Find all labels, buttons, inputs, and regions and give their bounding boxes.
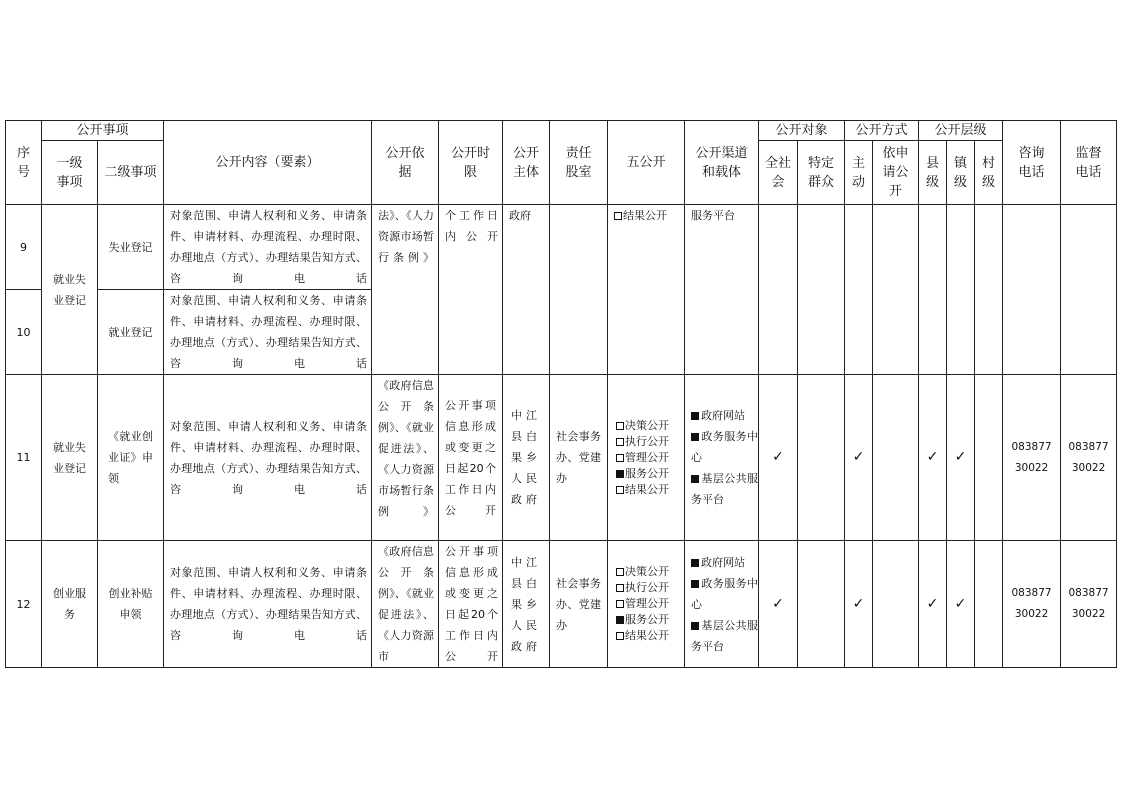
row-level1: 就业失业登记 xyxy=(42,205,98,375)
header-method-active: 主动 xyxy=(845,141,873,205)
channel-item xyxy=(691,615,758,657)
row-seq: 11 xyxy=(6,375,42,541)
five-open-item xyxy=(616,580,684,596)
five-open-label: 决策公开 xyxy=(625,565,670,578)
row-method-active xyxy=(845,205,873,375)
row-channel xyxy=(685,375,759,541)
header-target-group: 公开对象 xyxy=(759,121,845,141)
five-open-label: 服务公开 xyxy=(625,466,670,480)
five-open-label: 结果公开 xyxy=(625,629,670,642)
checkbox-empty-icon xyxy=(616,438,624,446)
row-level2: 《就业创业证》申领 xyxy=(98,375,164,541)
checkbox-checked-icon xyxy=(616,470,624,478)
header-subject: 公开主体 xyxy=(503,121,550,205)
five-open-item xyxy=(616,450,684,466)
disclosure-table xyxy=(5,120,1117,668)
channel-item xyxy=(691,405,758,426)
row-five-open xyxy=(608,205,685,375)
row-village xyxy=(975,375,1003,541)
header-basis: 公开依据 xyxy=(372,121,439,205)
channel-label: 基层公共服务平台 xyxy=(691,472,759,506)
header-target-specific: 特定群众 xyxy=(798,141,845,205)
row-content: 对象范围、申请人权利和义务、申请条件、申请材料、办理流程、办理时限、办理地点（方式）、办理结果告知方式、咨询电话 xyxy=(164,290,372,375)
header-content: 公开内容（要素） xyxy=(164,121,372,205)
header-time-limit: 公开时限 xyxy=(439,121,503,205)
table-row xyxy=(6,541,1117,668)
five-open-item xyxy=(616,482,684,498)
filled-square-icon xyxy=(691,412,699,420)
row-target-all: ✓ xyxy=(759,541,798,668)
row-level2: 失业登记 xyxy=(98,205,164,290)
filled-square-icon xyxy=(691,622,699,630)
row-time-limit: 公开事项信息形成或变更之日起20个工作日内公开 xyxy=(439,541,503,668)
row-five-open xyxy=(608,541,685,668)
five-open-item xyxy=(616,434,684,450)
row-seq: 9 xyxy=(6,205,42,290)
row-method-apply xyxy=(873,375,919,541)
row-level1: 创业服务 xyxy=(42,541,98,668)
five-open-label: 结果公开 xyxy=(623,209,668,222)
row-channel: 服务平台 xyxy=(685,205,759,375)
row-level1: 就业失业登记 xyxy=(42,375,98,541)
checkbox-empty-icon xyxy=(616,454,624,462)
channel-item xyxy=(691,552,758,573)
checkbox-checked-icon xyxy=(616,616,624,624)
channel-label: 政务服务中心 xyxy=(691,430,759,464)
header-level-group: 公开层级 xyxy=(919,121,1003,141)
row-basis: 法》、《人力资源市场暂行条例》 xyxy=(372,205,439,375)
checkbox-empty-icon xyxy=(616,632,624,640)
row-target-all xyxy=(759,205,798,375)
five-open-label: 执行公开 xyxy=(625,581,670,594)
checkbox-empty-icon xyxy=(616,600,624,608)
header-level1: 一级事项 xyxy=(42,141,98,205)
row-channel xyxy=(685,541,759,668)
row-county: ✓ xyxy=(919,541,947,668)
row-subject: 中江县白果乡人民政府 xyxy=(503,541,550,668)
row-office xyxy=(550,205,608,375)
filled-square-icon xyxy=(691,433,699,441)
checkbox-empty-icon xyxy=(616,568,624,576)
checkbox-empty-icon xyxy=(616,422,624,430)
row-level2: 创业补贴申领 xyxy=(98,541,164,668)
row-consult: 08387730022 xyxy=(1003,541,1061,668)
row-time-limit: 公开事项信息形成或变更之日起20个工作日内公开 xyxy=(439,375,503,541)
header-five-open: 五公开 xyxy=(608,121,685,205)
five-open-item xyxy=(616,564,684,580)
header-target-all: 全社会 xyxy=(759,141,798,205)
header-consult: 咨询电话 xyxy=(1003,121,1061,205)
row-target-all: ✓ xyxy=(759,375,798,541)
header-county: 县级 xyxy=(919,141,947,205)
header-row-1 xyxy=(6,121,1117,141)
table-row xyxy=(6,375,1117,541)
five-open-item xyxy=(616,466,684,482)
row-supervise xyxy=(1061,205,1117,375)
row-method-apply xyxy=(873,541,919,668)
five-open-list xyxy=(616,564,684,644)
checkbox-empty-icon xyxy=(614,212,622,220)
five-open-label: 执行公开 xyxy=(625,434,670,448)
row-town: ✓ xyxy=(947,375,975,541)
row-town: ✓ xyxy=(947,541,975,668)
row-method-active: ✓ xyxy=(845,541,873,668)
filled-square-icon xyxy=(691,559,699,567)
header-town: 镇级 xyxy=(947,141,975,205)
five-open-list xyxy=(616,418,684,498)
row-town xyxy=(947,205,975,375)
row-seq: 12 xyxy=(6,541,42,668)
five-open-label: 服务公开 xyxy=(625,613,670,626)
table-row xyxy=(6,205,1117,290)
checkbox-empty-icon xyxy=(616,486,624,494)
channel-list xyxy=(691,552,758,657)
five-open-label: 管理公开 xyxy=(625,450,670,464)
channel-item xyxy=(691,426,758,468)
header-items-group: 公开事项 xyxy=(42,121,164,141)
checkbox-empty-icon xyxy=(616,584,624,592)
five-open-item xyxy=(616,418,684,434)
row-consult xyxy=(1003,205,1061,375)
five-open-item xyxy=(616,612,684,628)
row-consult: 08387730022 xyxy=(1003,375,1061,541)
row-village xyxy=(975,205,1003,375)
row-basis: 《政府信息公开条例》、《就业促进法》、《人力资源市 xyxy=(372,541,439,668)
header-level2: 二级事项 xyxy=(98,141,164,205)
row-office: 社会事务办、党建办 xyxy=(550,541,608,668)
channel-list xyxy=(691,405,758,510)
row-target-specific xyxy=(798,541,845,668)
channel-label: 政府网站 xyxy=(701,409,746,422)
header-village: 村级 xyxy=(975,141,1003,205)
row-village xyxy=(975,541,1003,668)
channel-item xyxy=(691,573,758,615)
filled-square-icon xyxy=(691,475,699,483)
channel-item xyxy=(691,468,758,510)
five-open-label: 管理公开 xyxy=(625,597,670,610)
row-five-open xyxy=(608,375,685,541)
row-target-specific xyxy=(798,375,845,541)
channel-label: 政务服务中心 xyxy=(691,576,759,611)
row-method-active: ✓ xyxy=(845,375,873,541)
row-content: 对象范围、申请人权利和义务、申请条件、申请材料、办理流程、办理时限、办理地点（方式）、办理结果告知方式、咨询电话 xyxy=(164,541,372,668)
header-supervise: 监督电话 xyxy=(1061,121,1117,205)
row-seq: 10 xyxy=(6,290,42,375)
five-open-label: 结果公开 xyxy=(625,482,670,496)
five-open-item xyxy=(616,628,684,644)
row-office: 社会事务办、党建办 xyxy=(550,375,608,541)
row-subject: 中江县白果乡人民政府 xyxy=(503,375,550,541)
row-supervise: 08387730022 xyxy=(1061,375,1117,541)
five-open-item xyxy=(616,596,684,612)
row-county xyxy=(919,205,947,375)
row-target-specific xyxy=(798,205,845,375)
channel-label: 基层公共服务平台 xyxy=(691,618,759,653)
channel-label: 政府网站 xyxy=(701,555,746,569)
row-county: ✓ xyxy=(919,375,947,541)
row-subject: 政府 xyxy=(503,205,550,375)
row-supervise: 08387730022 xyxy=(1061,541,1117,668)
header-channel: 公开渠道和载体 xyxy=(685,121,759,205)
filled-square-icon xyxy=(691,580,699,588)
header-method-apply: 依申请公开 xyxy=(873,141,919,205)
row-content: 对象范围、申请人权利和义务、申请条件、申请材料、办理流程、办理时限、办理地点（方式）、办理结果告知方式、咨询电话 xyxy=(164,205,372,290)
row-basis: 《政府信息公开条例》、《就业促进法》、《人力资源市场暂行条例》 xyxy=(372,375,439,541)
row-time-limit: 个工作日内公开 xyxy=(439,205,503,375)
row-method-apply xyxy=(873,205,919,375)
header-office: 责任股室 xyxy=(550,121,608,205)
header-seq: 序号 xyxy=(6,121,42,205)
five-open-label: 决策公开 xyxy=(625,418,670,432)
header-method-group: 公开方式 xyxy=(845,121,919,141)
row-level2: 就业登记 xyxy=(98,290,164,375)
row-content: 对象范围、申请人权利和义务、申请条件、申请材料、办理流程、办理时限、办理地点（方式）、办理结果告知方式、咨询电话 xyxy=(164,375,372,541)
